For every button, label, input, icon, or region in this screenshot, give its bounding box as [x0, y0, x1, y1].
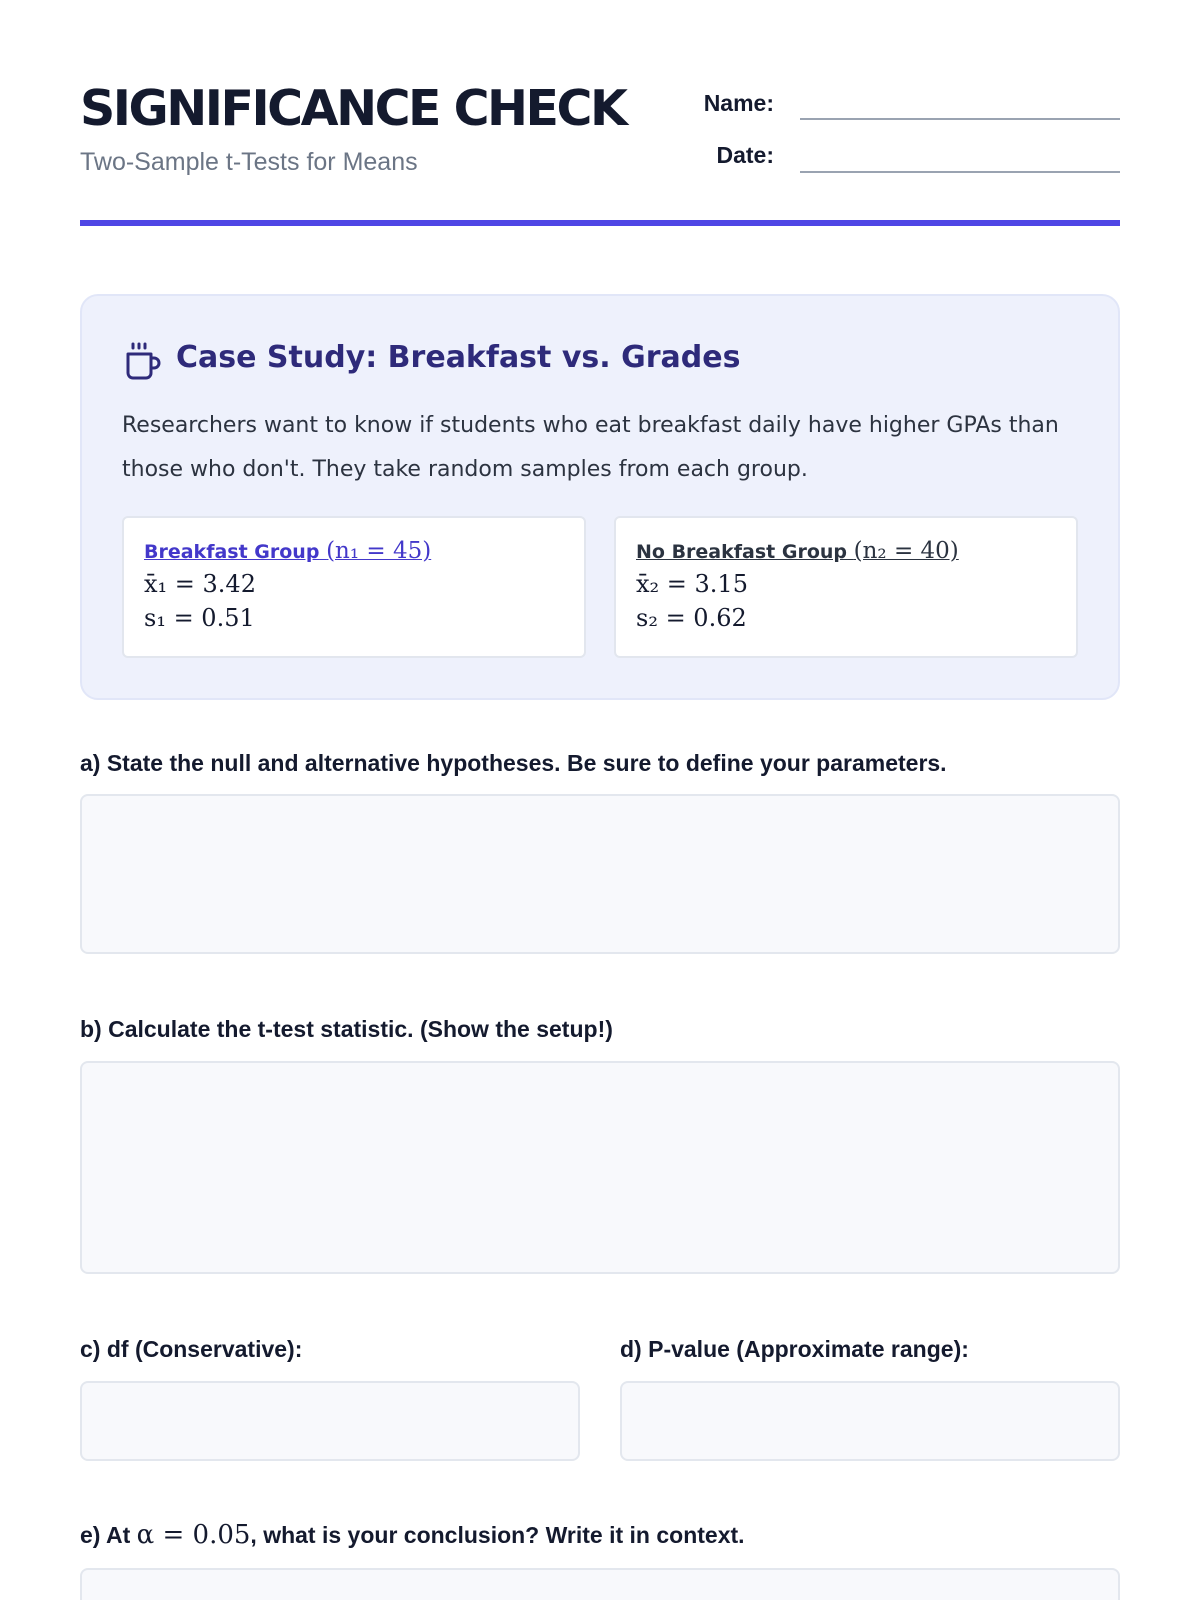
answer-box-c[interactable]: [80, 1381, 580, 1461]
group-label: No Breakfast Group: [636, 541, 848, 563]
group-mean: x̄₁ = 3.42: [144, 570, 256, 598]
group-sd: s₂ = 0.62: [636, 604, 747, 632]
name-label: Name:: [703, 90, 774, 116]
worksheet-header: [80, 80, 1120, 190]
date-field[interactable]: [800, 171, 1120, 173]
coffee-cup-icon: [124, 342, 162, 382]
group-card-no-breakfast: [614, 516, 1078, 658]
question-d-label: d) P-value (Approximate range):: [620, 1336, 969, 1362]
question-e-alpha: α = 0.05: [136, 1520, 251, 1550]
answer-box-a[interactable]: [80, 794, 1120, 954]
answer-box-d[interactable]: [620, 1381, 1120, 1461]
group-card-breakfast: [122, 516, 586, 658]
question-e-label: [80, 1520, 745, 1550]
group-heading: [144, 538, 431, 564]
case-study-title: Case Study: Breakfast vs. Grades: [176, 340, 741, 375]
question-e-prefix: e) At: [80, 1522, 137, 1548]
header-divider: [80, 220, 1120, 226]
answer-box-e[interactable]: [80, 1568, 1120, 1600]
name-field[interactable]: [800, 118, 1120, 120]
group-sample-size: (n₂ = 40): [853, 538, 959, 564]
question-b-label: b) Calculate the t-test statistic. (Show the setup!): [80, 1016, 613, 1042]
question-a-label: a) State the null and alternative hypotheses. Be sure to define your parameters.: [80, 750, 947, 776]
answer-box-b[interactable]: [80, 1061, 1120, 1274]
date-label: Date:: [716, 142, 774, 168]
group-mean: x̄₂ = 3.15: [636, 570, 748, 598]
case-study-description: Researchers want to know if students who eat breakfast daily have higher GPAs than those who don't. They take random samples from each group.: [122, 413, 1059, 482]
group-sd: s₁ = 0.51: [144, 604, 255, 632]
question-e-suffix: , what is your conclusion? Write it in context.: [250, 1522, 745, 1548]
group-heading: [636, 538, 959, 564]
page-subtitle: Two-Sample t-Tests for Means: [80, 148, 418, 176]
case-study-card: [80, 294, 1120, 700]
page-title: SIGNIFICANCE CHECK: [80, 80, 626, 137]
question-c-label: c) df (Conservative):: [80, 1336, 303, 1362]
group-label: Breakfast Group: [144, 541, 320, 563]
group-sample-size: (n₁ = 45): [326, 538, 432, 564]
